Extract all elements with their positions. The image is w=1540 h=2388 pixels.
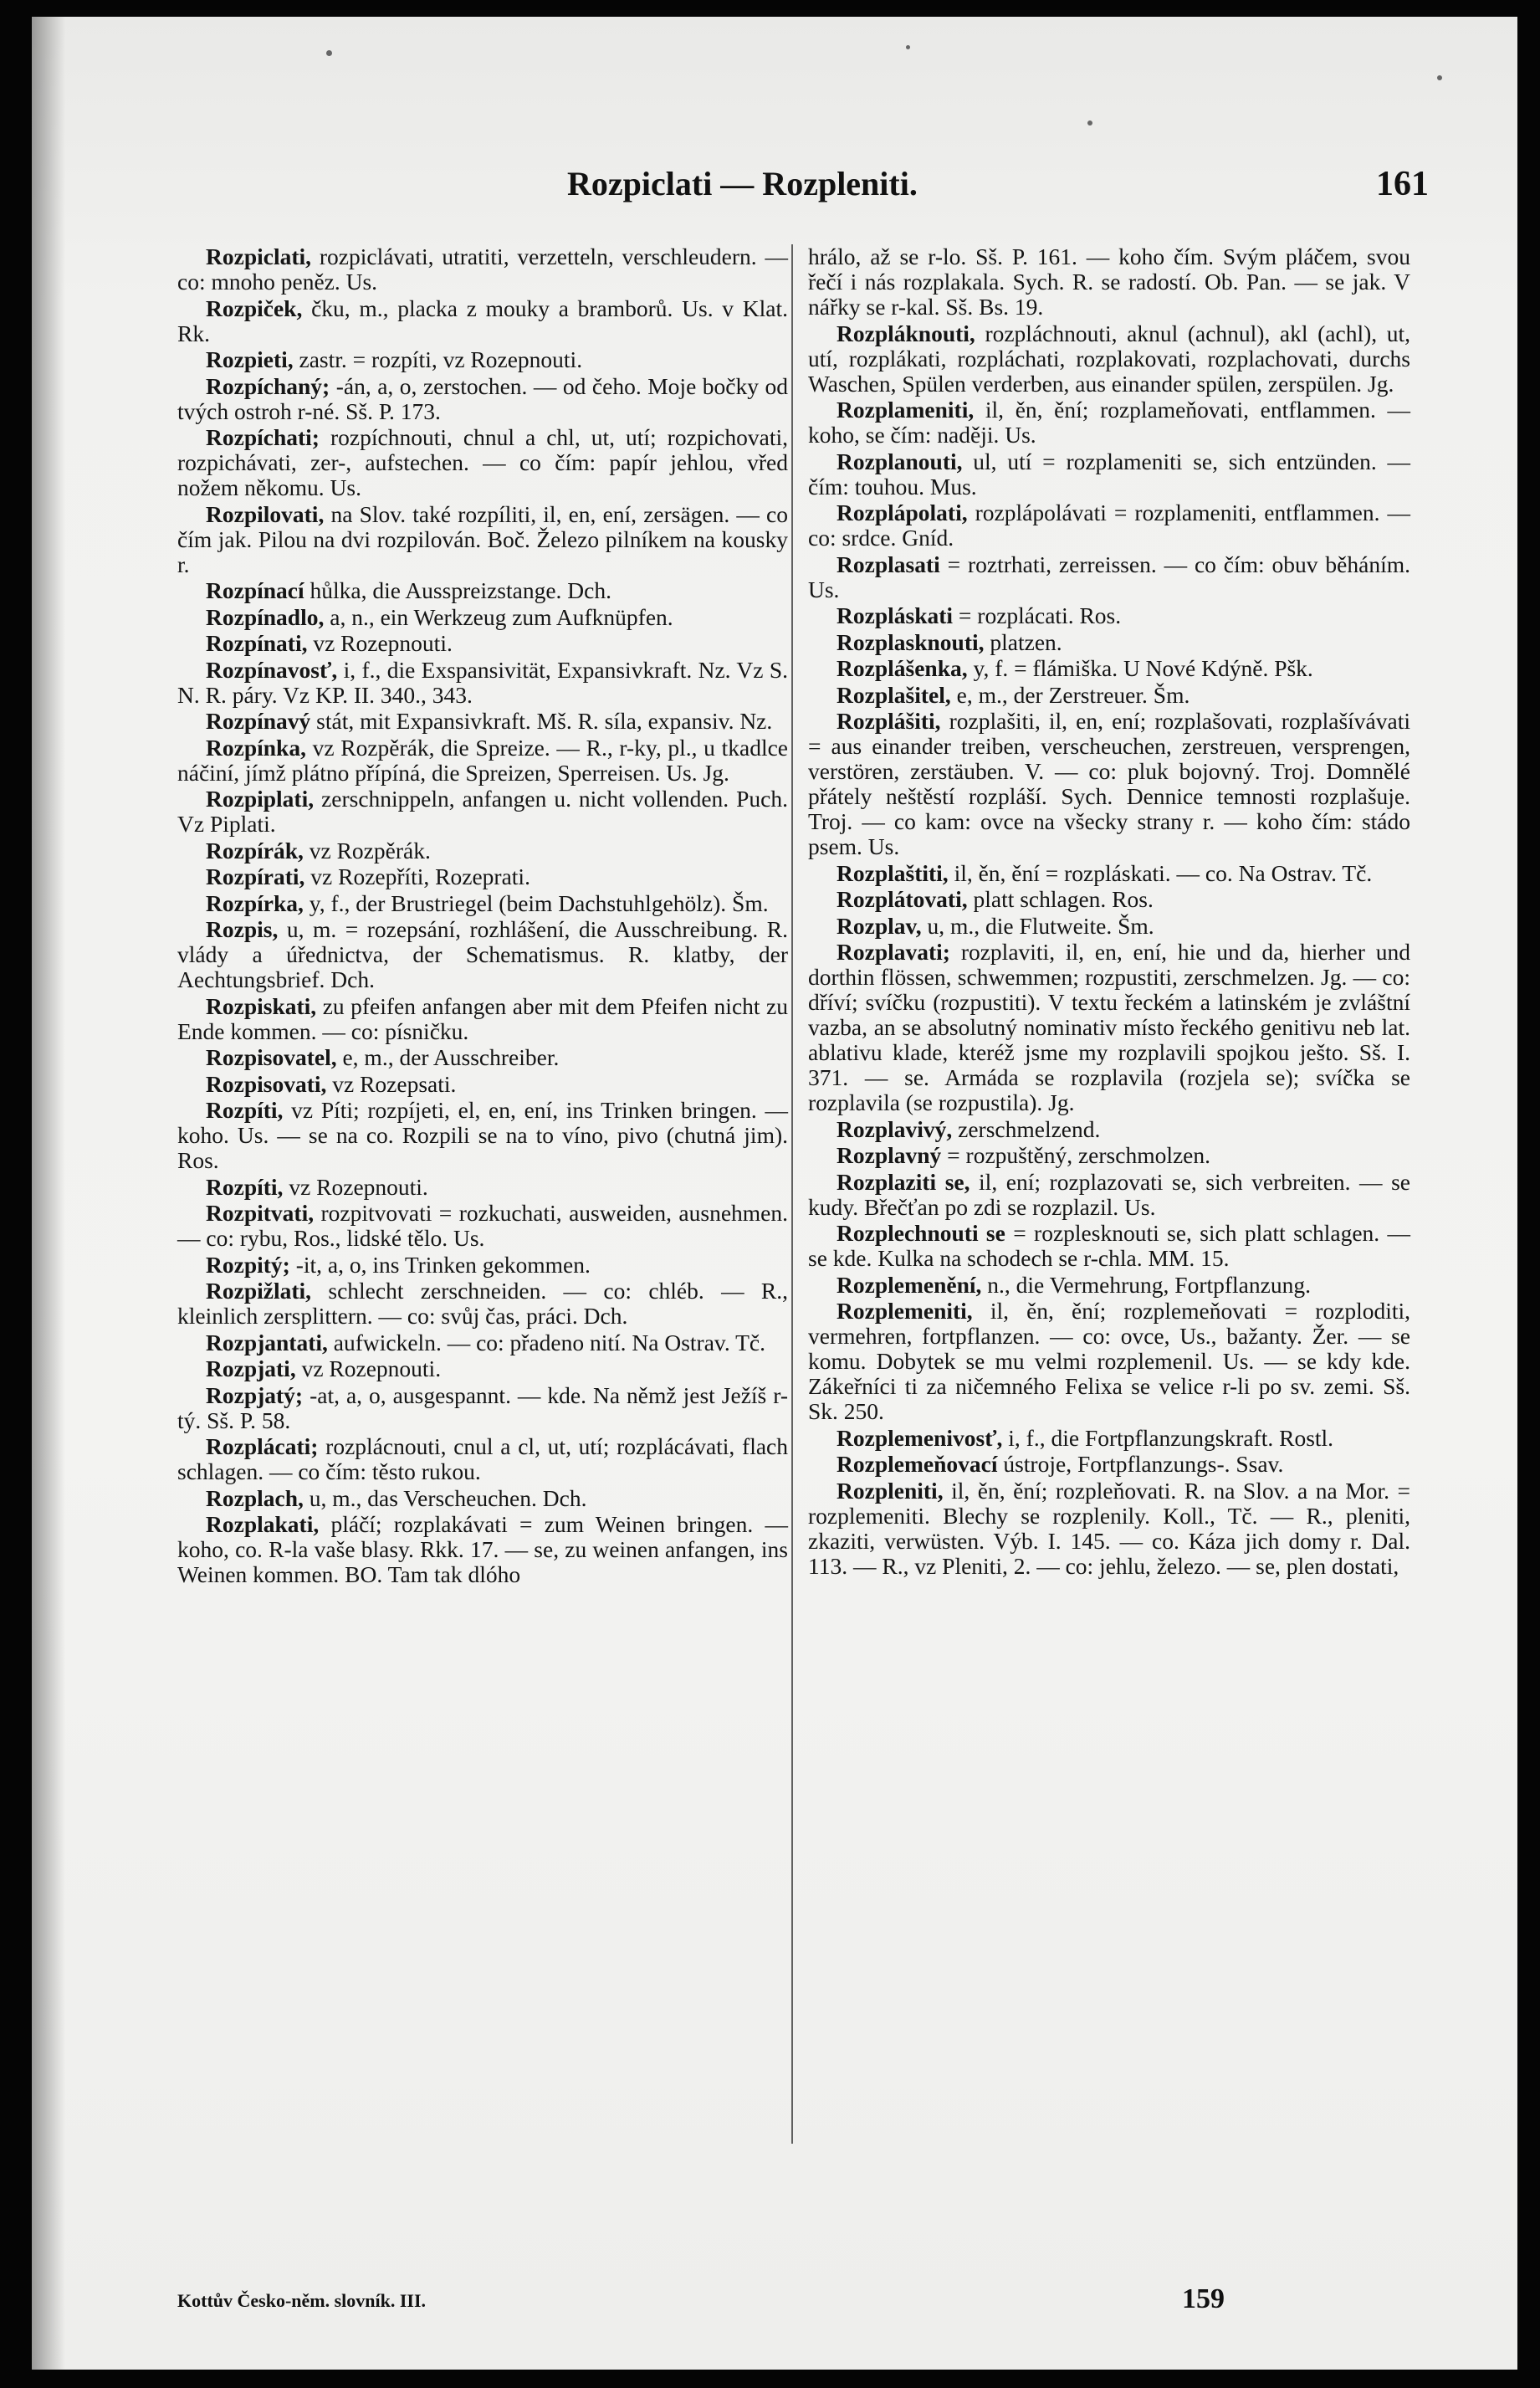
- entry-headword: Rozpiček,: [206, 295, 303, 321]
- dictionary-entry: [177, 658, 788, 708]
- dictionary-entry: [808, 1426, 1410, 1451]
- dictionary-entry: [808, 1478, 1410, 1579]
- entry-definition: vz Píti; rozpíjeti, el, en, ení, ins Trinken bringen. — koho. Us. — se na co. Rozpili se na to víno, pivo (chutná jim). Ros.: [177, 1097, 788, 1173]
- entry-headword: Rozpíchati;: [206, 424, 320, 450]
- entry-definition: rozpláchnouti, aknul (achnul), akl (achl), ut, utí, rozplákati, rozpláchati, rozplakovati, rozplachovati, durchs Waschen, Spülen verderben, aus einander spülen, zerspülen. Jg.: [808, 320, 1411, 397]
- entry-headword: Rozplakati,: [206, 1511, 320, 1537]
- entry-headword: Rozpínati,: [206, 630, 308, 656]
- entry-definition: vz Rozpěrák, die Spreize. — R., r-ky, pl., u tkadlce náčiní, jímž plátno přípíná, die Spreizen, Sperreisen. Us. Jg.: [177, 734, 788, 786]
- entry-definition: vz Rozepnouti.: [289, 1173, 428, 1200]
- dictionary-entry: [177, 838, 788, 863]
- entry-headword: Rozpižlati,: [206, 1278, 312, 1304]
- entry-definition: y, f., der Brustriegel (beim Dachstuhlgehölz). Šm.: [309, 889, 769, 916]
- dictionary-entry: [808, 1143, 1410, 1168]
- entry-headword: Rozpiplati,: [206, 786, 315, 812]
- entry-headword: Rozpíchaný;: [206, 372, 330, 399]
- dust-speck: [906, 45, 910, 49]
- entry-headword: Rozplaziti se,: [837, 1168, 970, 1195]
- dictionary-entry: [808, 630, 1410, 655]
- footer-source: Kottův Česko-něm. slovník. III.: [177, 2290, 427, 2311]
- dictionary-entry: [808, 449, 1410, 500]
- dictionary-entry: [177, 605, 788, 630]
- entry-headword: Rozplácati;: [206, 1433, 319, 1459]
- dictionary-entry: [177, 502, 788, 577]
- dictionary-entry: [808, 1273, 1410, 1298]
- entry-headword: Rozplanouti,: [837, 448, 963, 474]
- entry-headword: Rozplemenivosť,: [837, 1424, 1003, 1451]
- entry-headword: Rozpíti,: [206, 1097, 284, 1123]
- entry-definition: -it, a, o, ins Trinken gekommen.: [295, 1251, 591, 1278]
- dictionary-entry: [177, 1356, 788, 1381]
- entry-headword: Rozpjatý;: [206, 1381, 304, 1408]
- entry-definition: i, f., die Fortpflanzungskraft. Rostl.: [1008, 1424, 1334, 1451]
- entry-headword: Rozplápolati,: [837, 500, 968, 525]
- dictionary-entry: [177, 347, 788, 372]
- entry-headword: Rozpitvati,: [206, 1200, 315, 1226]
- dictionary-page: [32, 17, 1517, 2370]
- dictionary-entry: [177, 1486, 788, 1511]
- entry-headword: Rozpilovati,: [206, 500, 325, 527]
- entry-headword: Rozpleniti,: [837, 1477, 944, 1504]
- dust-speck: [1087, 120, 1092, 126]
- entry-definition: n., die Vermehrung, Fortpflanzung.: [987, 1271, 1311, 1298]
- entry-definition: i, f., die Exspansivität, Expansivkraft. Nz. Vz S. N. R. páry. Vz KP. II. 340., 343.: [177, 656, 789, 708]
- entry-definition: = rozplácati. Ros.: [958, 602, 1122, 628]
- entry-definition: zastr. = rozpíti, vz Rozepnouti.: [299, 346, 583, 372]
- dictionary-entry: [177, 1175, 788, 1200]
- dictionary-entry: [808, 683, 1410, 708]
- entry-headword: Rozpieti,: [206, 346, 294, 372]
- entry-headword: Rozpjantati,: [206, 1329, 328, 1355]
- dictionary-entry: [177, 374, 788, 424]
- dictionary-entry: [177, 1279, 788, 1329]
- entry-definition: = roztrhati, zerreissen. — co čím: obuv běháním. Us.: [808, 551, 1410, 602]
- entry-definition: il, ěn, ění = rozpláskati. — co. Na Ostrav. Tč.: [954, 859, 1373, 886]
- dictionary-entry: [177, 631, 788, 656]
- dictionary-entry: [177, 1045, 788, 1070]
- dictionary-entry: [808, 1452, 1410, 1477]
- entry-headword: Rozpínavý: [206, 708, 311, 734]
- dictionary-entry: [177, 1330, 788, 1355]
- entry-definition: ústroje, Fortpflanzungs-. Ssav.: [1003, 1451, 1284, 1477]
- entry-definition: zerschmelzend.: [958, 1115, 1101, 1142]
- entry-headword: Rozpláskati: [837, 602, 954, 628]
- dictionary-entry: [808, 940, 1410, 1115]
- entry-definition: il, ěn, ění; rozpleňovati. R. na Slov. a na Mor. = rozplemeniti. Blechy se rozplenily. Koll., Tč. — R., pleniti, zkaziti, verwüsten. Výb. I. 145. — co. Káza jich domy r. Dal. 113. — R., vz Pleniti, 2. — co: jehlu, železo. — se, plen dostati,: [808, 1477, 1410, 1579]
- dust-speck: [1437, 75, 1442, 80]
- entry-headword: Rozpis,: [206, 916, 279, 942]
- entry-headword: Rozpírka,: [206, 889, 304, 916]
- entry-headword: Rozplašitel,: [837, 681, 951, 708]
- entry-definition: rozpiclávati, utratiti, verzetteln, verschleudern. — co: mnoho peněz. Us.: [177, 243, 788, 295]
- entry-definition: čku, m., placka z mouky a bramborů. Us. v Klat. Rk.: [177, 295, 788, 346]
- entry-headword: Rozpínka,: [206, 734, 306, 761]
- entry-definition: vz Rozepříti, Rozeprati.: [310, 863, 530, 889]
- dictionary-entry: [177, 917, 788, 992]
- entry-headword: Rozpjati,: [206, 1355, 296, 1381]
- dictionary-entry: [177, 864, 788, 889]
- entry-headword: Rozpláknouti,: [837, 320, 975, 346]
- entry-definition: rozpíchnouti, chnul a chl, ut, utí; rozpichovati, rozpichávati, zer-, aufstechen. — co čím: papír jehlou, vřed nožem někomu. Us.: [177, 424, 789, 500]
- entry-definition: vz Rozpěrák.: [309, 837, 431, 863]
- entry-definition: il, ení; rozplazovati se, sich verbreiten. — se kudy. Břečťan po zdi se rozplazil. Us.: [808, 1168, 1411, 1220]
- entry-definition: zu pfeifen anfangen aber mit dem Pfeifen nicht zu Ende kommen. — co: písničku.: [177, 992, 789, 1044]
- entry-definition: -án, a, o, zerstochen. — od čeho. Moje bočky od tvých ostroh r-né. Sš. P. 173.: [177, 372, 789, 424]
- dictionary-entry: [177, 1072, 788, 1097]
- entry-headword: Rozplasknouti,: [837, 628, 985, 655]
- dictionary-entry: [177, 1434, 788, 1484]
- entry-definition: na Slov. také rozpíliti, il, en, ení, zersägen. — co čím jak. Pilou na dvi rozpilován. Boč. Železo pilníkem na kousky r.: [177, 500, 788, 577]
- entry-definition: ul, utí = rozplameniti se, sich entzünden. — čím: touhou. Mus.: [808, 448, 1410, 500]
- entry-headword: Rozpisovati,: [206, 1070, 327, 1097]
- dictionary-entry: [177, 1098, 788, 1173]
- dictionary-entry: [177, 1383, 788, 1433]
- entry-headword: Rozplemeniti,: [837, 1298, 973, 1324]
- dictionary-entry: [808, 861, 1410, 886]
- running-title: Rozpiclati — Rozpleniti.: [567, 165, 918, 202]
- entry-definition: rozplaviti, il, en, ení, hie und da, hierher und dorthin flössen, schwemmen; rozpustiti, zerschmelzen. Jg. — co: dříví; svíčku (rozpustiti). V textu řeckém a latinském je zvláštní vazba, an se absolutný nominativ místo řeckého genitivu neb lat. ablativu klade, kteréž jsme my rozplavili spojkou ješto. Sš. I. 371. — se. Armáda se rozplavila (rozjela se); svíčka se rozplavila (se rozpustila). Jg.: [808, 939, 1411, 1115]
- dictionary-entry: [177, 244, 788, 295]
- entry-headword: Rozplavný: [837, 1142, 942, 1168]
- entry-definition: u, m., das Verscheuchen. Dch.: [309, 1484, 587, 1511]
- entry-headword: Rozplášenka,: [837, 655, 968, 681]
- right-column: [808, 244, 1410, 1580]
- entry-headword: Rozpínací: [206, 577, 304, 603]
- dictionary-entry: [177, 1512, 788, 1587]
- entry-definition: rozplácnouti, cnul a cl, ut, utí; rozplácávati, flach schlagen. — co čím: těsto rukou.: [177, 1433, 788, 1484]
- entry-definition: rozplašiti, il, en, ení; rozplašovati, rozplašívávati = aus einander treiben, verscheuchen, zerstreuen, versprengen, verstören, zerstäuben. V. — co: pluk bojovný. Troj. Domnělé přátely neštěstí rozpláší. Sych. Dennice temnosti rozplašuje. Troj. — co kam: ovce na všecky strany r. — koho čím: stádo psem. Us.: [808, 708, 1411, 859]
- dictionary-entry: [177, 1253, 788, 1278]
- entry-headword: Rozpitý;: [206, 1251, 290, 1278]
- dictionary-entry: [808, 887, 1410, 912]
- entry-definition: il, ěn, ění; rozplemeňovati = rozploditi, vermehren, fortpflanzen. — co: ovce, Us., bažanty. Žer. — se komu. Dobytek se mu velmi rozplemenil. Us. — se kdy kde. Zákeřníci ti za ničemného Felixa se velice r-li po sv. zemi. Sš. Sk. 250.: [808, 1298, 1410, 1424]
- dictionary-entry: [808, 709, 1410, 859]
- entry-definition: u, m. = rozepsání, rozhlášení, die Ausschreibung. R. vlády a úřednictva, der Schematismus. R. klatby, der Aechtungsbrief. Dch.: [177, 916, 788, 992]
- dictionary-entry: [177, 1201, 788, 1251]
- entry-headword: Rozpírák,: [206, 837, 304, 863]
- entry-headword: Rozpisovatel,: [206, 1044, 337, 1070]
- entry-definition: platzen.: [990, 628, 1062, 655]
- entry-definition: a, n., ein Werkzeug zum Aufknüpfen.: [330, 603, 673, 630]
- dictionary-entry: [177, 735, 788, 786]
- entry-definition: vz Rozepnouti.: [313, 630, 453, 656]
- entry-headword: Rozplášiti,: [837, 708, 941, 734]
- dictionary-entry: [177, 296, 788, 346]
- dictionary-entry: [808, 244, 1410, 320]
- entry-definition: vz Rozepnouti.: [301, 1355, 442, 1381]
- entry-definition: hrálo, až se r-lo. Sš. P. 161. — koho čím. Svým pláčem, svou řečí i nás rozplakala. Sych. R. se radostí. Ob. Pan. — se jak. V nářky se r-kal. Sš. Bs. 19.: [808, 243, 1410, 320]
- entry-headword: Rozplach,: [206, 1484, 304, 1511]
- entry-definition: platt schlagen. Ros.: [973, 886, 1154, 912]
- entry-definition: rozpitvovati = rozkuchati, ausweiden, ausnehmen. — co: rybu, Ros., lidské tělo. Us.: [177, 1200, 789, 1251]
- signature-mark: 159: [1182, 2283, 1225, 2314]
- dictionary-entry: [808, 500, 1410, 551]
- entry-definition: stát, mit Expansivkraft. Mš. R. síla, expansiv. Nz.: [316, 708, 773, 734]
- left-column: [177, 244, 788, 1589]
- dictionary-entry: [177, 787, 788, 837]
- dictionary-entry: [808, 603, 1410, 628]
- dictionary-entry: [808, 656, 1410, 681]
- dictionary-entry: [808, 1170, 1410, 1220]
- entry-definition: hůlka, die Ausspreizstange. Dch.: [310, 577, 611, 603]
- column-divider: [791, 244, 793, 2144]
- entry-definition: il, ěn, ění; rozplameňovati, entflammen. — koho, se čím: naději. Us.: [808, 397, 1410, 448]
- dictionary-entry: [808, 1299, 1410, 1424]
- dust-speck: [326, 50, 332, 56]
- page-number: 161: [1376, 165, 1429, 203]
- entry-definition: e, m., der Zerstreuer. Šm.: [956, 681, 1190, 708]
- dictionary-entry: [808, 552, 1410, 602]
- dictionary-entry: [808, 321, 1410, 397]
- entry-definition: -at, a, o, ausgespannt. — kde. Na němž jest Ježíš r-tý. Sš. P. 58.: [177, 1381, 789, 1433]
- dictionary-entry: [808, 397, 1410, 448]
- entry-headword: Rozplemeňovací: [837, 1451, 998, 1477]
- dictionary-entry: [177, 994, 788, 1044]
- entry-headword: Rozpíti,: [206, 1173, 284, 1200]
- entry-headword: Rozplameniti,: [837, 397, 975, 423]
- entry-definition: = rozplesknouti se, sich platt schlagen. — se kde. Kulka na schodech se r-chla. MM. 15.: [808, 1220, 1410, 1271]
- entry-definition: e, m., der Ausschreiber.: [342, 1044, 560, 1070]
- entry-headword: Rozpínadlo,: [206, 603, 325, 630]
- dictionary-entry: [808, 1221, 1410, 1271]
- page-header: [32, 164, 1517, 214]
- entry-definition: vz Rozepsati.: [332, 1070, 457, 1097]
- entry-headword: Rozplechnouti se: [837, 1220, 1005, 1246]
- entry-headword: Rozplavati;: [837, 939, 950, 965]
- entry-headword: Rozpiskati,: [206, 992, 317, 1019]
- page-edge-shadow: [32, 17, 65, 2370]
- entry-definition: u, m., die Flutweite. Šm.: [927, 912, 1154, 939]
- dictionary-entry: [177, 891, 788, 916]
- entry-headword: Rozplav,: [837, 912, 922, 939]
- entry-definition: rozplápolávati = rozplameniti, entflammen. — co: srdce. Gníd.: [808, 500, 1411, 551]
- dictionary-entry: [808, 914, 1410, 939]
- dictionary-entry: [177, 709, 788, 734]
- entry-headword: Rozplátovati,: [837, 886, 968, 912]
- entry-headword: Rozpínavosť,: [206, 656, 338, 683]
- entry-definition: y, f. = flámiška. U Nové Kdýně. Pšk.: [973, 655, 1313, 681]
- entry-headword: Rozplasati: [837, 551, 940, 577]
- entry-definition: aufwickeln. — co: přadeno nití. Na Ostrav. Tč.: [333, 1329, 766, 1355]
- entry-definition: = rozpuštěný, zerschmolzen.: [947, 1142, 1211, 1168]
- entry-definition: zerschnippeln, anfangen u. nicht vollenden. Puch. Vz Piplati.: [177, 786, 788, 837]
- dictionary-entry: [808, 1117, 1410, 1142]
- entry-headword: Rozplavivý,: [837, 1115, 953, 1142]
- entry-headword: Rozplemenění,: [837, 1271, 982, 1298]
- dictionary-entry: [177, 425, 788, 500]
- entry-headword: Rozplaštiti,: [837, 859, 949, 886]
- entry-definition: schlecht zerschneiden. — co: chléb. — R., kleinlich zersplittern. — co: svůj čas, práci. Dch.: [177, 1278, 789, 1329]
- entry-headword: Rozpírati,: [206, 863, 305, 889]
- entry-headword: Rozpiclati,: [206, 243, 312, 269]
- dictionary-entry: [177, 578, 788, 603]
- entry-definition: pláčí; rozplakávati = zum Weinen bringen. — koho, co. R-la vaše blasy. Rkk. 17. — se, zu weinen anfangen, ins Weinen kommen. BO. Tam tak dlóho: [177, 1511, 788, 1587]
